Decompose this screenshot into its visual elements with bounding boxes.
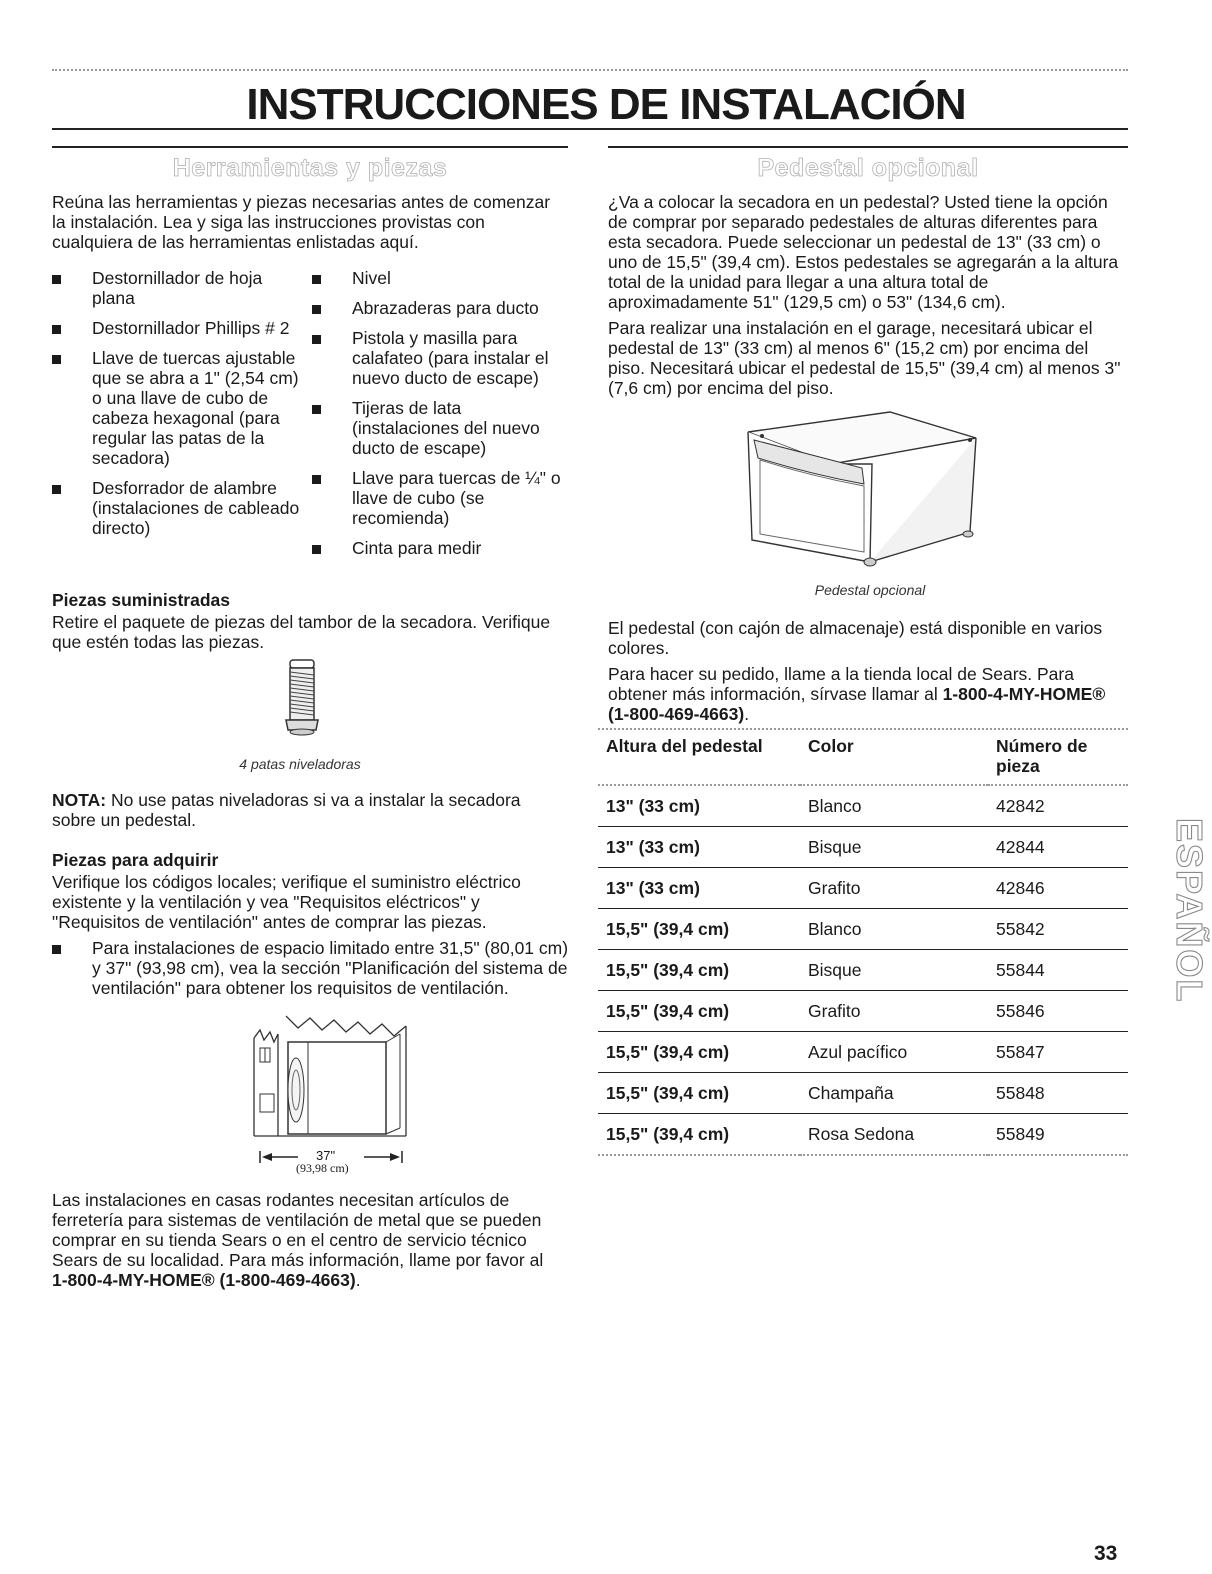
purchase-parts-heading: Piezas para adquirir <box>52 850 219 870</box>
list-item: Tijeras de lata (instalaciones del nuevo ducto de escape) <box>312 398 562 458</box>
table-row <box>598 950 1128 991</box>
left-section-rule <box>52 146 568 148</box>
purchase-parts-list <box>52 938 572 1008</box>
col-header-color: Color <box>808 736 854 756</box>
leveling-leg-illustration <box>282 658 322 738</box>
order-body: Para hacer su pedido, llame a la tienda local de Sears. Para obtener más información, sírvase llamar al <box>608 664 1074 704</box>
cell-height: 13" (33 cm) <box>598 868 800 909</box>
list-item: Desforrador de alambre (instalaciones de cableado directo) <box>52 478 302 538</box>
page-number: 33 <box>1094 1542 1118 1565</box>
list-item: Destornillador de hoja plana <box>52 268 302 308</box>
table-row <box>598 827 1128 868</box>
cell-part-number: 55849 <box>988 1114 1128 1156</box>
note-text <box>52 790 562 830</box>
list-item: Llave de tuercas ajustable que se abra a 1" (2,54 cm) o una llave de cubo de cabeza hexagonal (para regular las patas de la secadora) <box>52 348 302 468</box>
cell-part-number: 55846 <box>988 991 1128 1032</box>
note-body: No use patas niveladoras si va a instalar la secadora sobre un pedestal. <box>52 790 521 830</box>
pedestal-illustration <box>740 404 990 570</box>
order-phone: 1-800-4-MY-HOME® (1-800-469-4663) <box>608 684 1106 724</box>
right-section-rule <box>608 146 1128 148</box>
mobile-home-text <box>52 1190 562 1290</box>
alcove-install-illustration <box>250 1014 410 1154</box>
cell-part-number: 42842 <box>988 785 1128 827</box>
cell-part-number: 42844 <box>988 827 1128 868</box>
purchase-parts-text: Verifique los códigos locales; verifique el suministro eléctrico existente y la ventilación y vea "Requisitos eléctricos" y "Requisitos de ventilación" antes de comprar las piezas. <box>52 872 521 932</box>
cell-height: 13" (33 cm) <box>598 827 800 868</box>
col-header-part-number: Número de pieza <box>996 736 1088 776</box>
title-underline <box>52 128 1128 130</box>
cell-color: Azul pacífico <box>800 1032 988 1073</box>
cell-part-number: 55844 <box>988 950 1128 991</box>
cell-color: Blanco <box>800 909 988 950</box>
cell-height: 15,5" (39,4 cm) <box>598 909 800 950</box>
table-row <box>598 868 1128 909</box>
list-item: Llave para tuercas de ¼" o llave de cubo (se recomienda) <box>312 468 562 528</box>
order-end: . <box>744 704 750 724</box>
cell-part-number: 42846 <box>988 868 1128 909</box>
cell-color: Grafito <box>800 991 988 1032</box>
tools-list-col1 <box>52 268 302 548</box>
table-row <box>598 785 1128 827</box>
pedestal-intro: ¿Va a colocar la secadora en un pedestal? Usted tiene la opción de comprar por separado pedestales de alturas diferentes para esta secadora. Puede seleccionar un pedestal de 13" (33 cm) o uno de 15,5" (39,4 cm). Estos pedestales se agregarán a la altura total de la unidad para llegar a una altura total de aproximadamente 51" (129,5 cm) o 53" (134,6 cm). <box>608 192 1119 312</box>
dimension-inches: 37" <box>316 1148 336 1163</box>
pedestal-colors-text: El pedestal (con cajón de almacenaje) está disponible en varios colores. <box>608 618 1103 658</box>
mobile-home-phone: 1-800-4-MY-HOME® (1-800-469-4663) <box>52 1270 356 1290</box>
cell-height: 15,5" (39,4 cm) <box>598 1114 800 1156</box>
list-item: Nivel <box>312 268 562 288</box>
tools-intro: Reúna las herramientas y piezas necesarias antes de comenzar la instalación. Lea y siga las instrucciones provistas con cualquiera de las herramientas enlistadas aquí. <box>52 192 551 252</box>
table-row <box>598 1032 1128 1073</box>
pedestal-table <box>598 730 1128 1156</box>
table-header-row <box>598 730 1128 785</box>
page-title: INSTRUCCIONES DE INSTALACIÓN <box>246 80 966 129</box>
cell-height: 15,5" (39,4 cm) <box>598 1073 800 1114</box>
pedestal-caption: Pedestal opcional <box>814 582 926 598</box>
cell-height: 15,5" (39,4 cm) <box>598 1032 800 1073</box>
tools-list-col2 <box>312 268 562 568</box>
language-side-tab <box>1146 812 1210 1058</box>
mobile-home-body: Las instalaciones en casas rodantes necesitan artículos de ferretería para sistemas de ventilación de metal que se pueden comprar en su tienda Sears o en el centro de servicio técnico Sears de su localidad. Para más información, llame por favor al <box>52 1190 544 1270</box>
pedestal-garage-text: Para realizar una instalación en el garage, necesitará ubicar el pedestal de 13" (33 cm) al menos 6" (15,2 cm) por encima del piso. Necesitará ubicar el pedestal de 15,5" (39,4 cm) al menos 3" (7,6 cm) por encima del piso. <box>608 318 1121 398</box>
cell-height: 15,5" (39,4 cm) <box>598 950 800 991</box>
supplied-parts-heading: Piezas suministradas <box>52 590 230 610</box>
leg-caption: 4 patas niveladoras <box>239 756 361 772</box>
pedestal-order-text <box>608 664 1124 724</box>
cell-part-number: 55847 <box>988 1032 1128 1073</box>
cell-color: Rosa Sedona <box>800 1114 988 1156</box>
cell-color: Bisque <box>800 950 988 991</box>
tools-heading: Herramientas y piezas <box>172 154 448 182</box>
pedestal-heading: Pedestal opcional <box>757 154 979 182</box>
list-item: Pistola y masilla para calafateo (para instalar el nuevo ducto de escape) <box>312 328 562 388</box>
note-label: NOTA: <box>52 790 107 810</box>
cell-part-number: 55842 <box>988 909 1128 950</box>
cell-color: Blanco <box>800 785 988 827</box>
mobile-home-end: . <box>355 1270 361 1290</box>
cell-color: Grafito <box>800 868 988 909</box>
table-row <box>598 1114 1128 1156</box>
list-item: Cinta para medir <box>312 538 562 558</box>
dimension-cm: (93,98 cm) <box>296 1161 349 1175</box>
list-item: Para instalaciones de espacio limitado entre 31,5" (80,01 cm) y 37" (93,98 cm), vea la sección "Planificación del sistema de ventilación" para obtener los requisitos de ventilación. <box>52 938 572 998</box>
supplied-parts-text: Retire el paquete de piezas del tambor de la secadora. Verifique que estén todas las piezas. <box>52 612 551 652</box>
cell-height: 13" (33 cm) <box>598 785 800 827</box>
list-item: Abrazaderas para ducto <box>312 298 562 318</box>
cell-height: 15,5" (39,4 cm) <box>598 991 800 1032</box>
table-row <box>598 909 1128 950</box>
top-dotted-rule <box>52 69 1128 71</box>
table-row <box>598 991 1128 1032</box>
table-row <box>598 1073 1128 1114</box>
list-item: Destornillador Phillips # 2 <box>52 318 302 338</box>
col-header-height: Altura del pedestal <box>606 736 763 756</box>
cell-color: Champaña <box>800 1073 988 1114</box>
cell-color: Bisque <box>800 827 988 868</box>
cell-part-number: 55848 <box>988 1073 1128 1114</box>
side-tab-label: ESPAÑOL <box>1169 818 1210 1004</box>
